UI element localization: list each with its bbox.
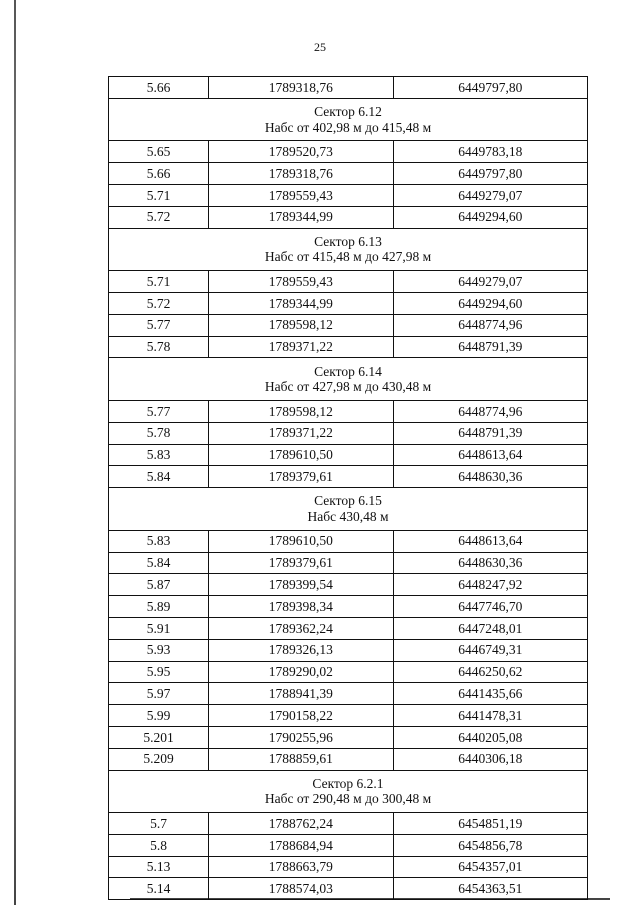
x-coordinate-cell: 1789520,73 [209, 141, 393, 163]
x-coordinate-cell: 1789559,43 [209, 271, 393, 293]
sector-header-row [109, 770, 588, 813]
table-row [109, 77, 588, 99]
point-number-cell: 5.65 [109, 141, 209, 163]
y-coordinate-cell: 6448774,96 [393, 314, 587, 336]
point-number-cell: 5.201 [109, 726, 209, 748]
table-row [109, 878, 588, 900]
x-coordinate-cell: 1790255,96 [209, 726, 393, 748]
point-number-cell: 5.84 [109, 466, 209, 488]
sector-height-range: Набс от 290,48 м до 300,48 м [264, 791, 432, 807]
y-coordinate-cell: 6448613,64 [393, 444, 587, 466]
y-coordinate-cell: 6449797,80 [393, 163, 587, 185]
x-coordinate-cell: 1788684,94 [209, 834, 393, 856]
point-number-cell: 5.66 [109, 163, 209, 185]
x-coordinate-cell: 1789318,76 [209, 163, 393, 185]
table-row [109, 726, 588, 748]
point-number-cell: 5.95 [109, 661, 209, 683]
sector-height-range: Набс от 415,48 м до 427,98 м [264, 249, 432, 265]
sector-header-cell [109, 228, 588, 271]
y-coordinate-cell: 6440205,08 [393, 726, 587, 748]
table-row [109, 748, 588, 770]
table-row [109, 271, 588, 293]
x-coordinate-cell: 1789344,99 [209, 206, 393, 228]
x-coordinate-cell: 1789371,22 [209, 336, 393, 358]
point-number-cell: 5.7 [109, 813, 209, 835]
y-coordinate-cell: 6454851,19 [393, 813, 587, 835]
x-coordinate-cell: 1788941,39 [209, 683, 393, 705]
table-row [109, 596, 588, 618]
y-coordinate-cell: 6448613,64 [393, 530, 587, 552]
x-coordinate-cell: 1789344,99 [209, 292, 393, 314]
sector-height-range: Набс от 427,98 м до 430,48 м [264, 379, 432, 395]
table-row [109, 163, 588, 185]
point-number-cell: 5.78 [109, 422, 209, 444]
y-coordinate-cell: 6454363,51 [393, 878, 587, 900]
y-coordinate-cell: 6448791,39 [393, 422, 587, 444]
y-coordinate-cell: 6441478,31 [393, 705, 587, 727]
sector-header-row [109, 488, 588, 531]
table-row [109, 617, 588, 639]
x-coordinate-cell: 1789318,76 [209, 77, 393, 99]
y-coordinate-cell: 6447746,70 [393, 596, 587, 618]
sector-title: Сектор 6.12 [314, 104, 382, 120]
x-coordinate-cell: 1789559,43 [209, 184, 393, 206]
y-coordinate-cell: 6448774,96 [393, 400, 587, 422]
point-number-cell: 5.91 [109, 617, 209, 639]
table-row [109, 206, 588, 228]
table-row [109, 574, 588, 596]
table-row [109, 661, 588, 683]
sector-height-range: Набс от 402,98 м до 415,48 м [264, 119, 432, 135]
y-coordinate-cell: 6440306,18 [393, 748, 587, 770]
y-coordinate-cell: 6449279,07 [393, 184, 587, 206]
point-number-cell: 5.78 [109, 336, 209, 358]
sector-header-row [109, 358, 588, 401]
table-row [109, 444, 588, 466]
sector-title: Сектор 6.15 [314, 493, 382, 509]
point-number-cell: 5.97 [109, 683, 209, 705]
point-number-cell: 5.84 [109, 552, 209, 574]
x-coordinate-cell: 1789371,22 [209, 422, 393, 444]
y-coordinate-cell: 6449797,80 [393, 77, 587, 99]
point-number-cell: 5.77 [109, 314, 209, 336]
x-coordinate-cell: 1789399,54 [209, 574, 393, 596]
table-row [109, 292, 588, 314]
y-coordinate-cell: 6449279,07 [393, 271, 587, 293]
y-coordinate-cell: 6454357,01 [393, 856, 587, 878]
table-row [109, 141, 588, 163]
page-number: 25 [314, 40, 326, 54]
x-coordinate-cell: 1790158,22 [209, 705, 393, 727]
x-coordinate-cell: 1789326,13 [209, 639, 393, 661]
sector-header-cell [109, 358, 588, 401]
point-number-cell: 5.77 [109, 400, 209, 422]
y-coordinate-cell: 6446749,31 [393, 639, 587, 661]
x-coordinate-cell: 1789362,24 [209, 617, 393, 639]
sector-header-cell [109, 770, 588, 813]
y-coordinate-cell: 6447248,01 [393, 617, 587, 639]
table-row [109, 422, 588, 444]
point-number-cell: 5.14 [109, 878, 209, 900]
sector-height-range: Набс 430,48 м [307, 508, 389, 524]
sector-title: Сектор 6.14 [314, 363, 382, 379]
point-number-cell: 5.72 [109, 206, 209, 228]
y-coordinate-cell: 6448247,92 [393, 574, 587, 596]
x-coordinate-cell: 1788762,24 [209, 813, 393, 835]
x-coordinate-cell: 1789290,02 [209, 661, 393, 683]
point-number-cell: 5.83 [109, 530, 209, 552]
x-coordinate-cell: 1789379,61 [209, 466, 393, 488]
x-coordinate-cell: 1789598,12 [209, 400, 393, 422]
point-number-cell: 5.99 [109, 705, 209, 727]
table-row [109, 813, 588, 835]
x-coordinate-cell: 1789598,12 [209, 314, 393, 336]
sector-header-row [109, 98, 588, 141]
table-row [109, 834, 588, 856]
point-number-cell: 5.8 [109, 834, 209, 856]
page-edge-left [14, 0, 16, 905]
y-coordinate-cell: 6449294,60 [393, 206, 587, 228]
sector-header-cell [109, 488, 588, 531]
table-row [109, 466, 588, 488]
sector-header-row [109, 228, 588, 271]
point-number-cell: 5.13 [109, 856, 209, 878]
y-coordinate-cell: 6449294,60 [393, 292, 587, 314]
x-coordinate-cell: 1788663,79 [209, 856, 393, 878]
coordinates-table [108, 76, 588, 900]
table-row [109, 530, 588, 552]
y-coordinate-cell: 6454856,78 [393, 834, 587, 856]
point-number-cell: 5.83 [109, 444, 209, 466]
table-row [109, 705, 588, 727]
x-coordinate-cell: 1788574,03 [209, 878, 393, 900]
point-number-cell: 5.66 [109, 77, 209, 99]
table-row [109, 184, 588, 206]
y-coordinate-cell: 6448791,39 [393, 336, 587, 358]
y-coordinate-cell: 6448630,36 [393, 552, 587, 574]
table-row [109, 552, 588, 574]
sector-title: Сектор 6.13 [314, 233, 382, 249]
point-number-cell: 5.71 [109, 184, 209, 206]
point-number-cell: 5.209 [109, 748, 209, 770]
x-coordinate-cell: 1789379,61 [209, 552, 393, 574]
point-number-cell: 5.87 [109, 574, 209, 596]
point-number-cell: 5.93 [109, 639, 209, 661]
sector-title: Сектор 6.2.1 [312, 775, 384, 791]
x-coordinate-cell: 1789610,50 [209, 530, 393, 552]
x-coordinate-cell: 1788859,61 [209, 748, 393, 770]
x-coordinate-cell: 1789610,50 [209, 444, 393, 466]
sector-header-cell [109, 98, 588, 141]
table-row [109, 314, 588, 336]
y-coordinate-cell: 6446250,62 [393, 661, 587, 683]
y-coordinate-cell: 6449783,18 [393, 141, 587, 163]
table-row [109, 856, 588, 878]
point-number-cell: 5.72 [109, 292, 209, 314]
y-coordinate-cell: 6448630,36 [393, 466, 587, 488]
point-number-cell: 5.89 [109, 596, 209, 618]
point-number-cell: 5.71 [109, 271, 209, 293]
table-row [109, 683, 588, 705]
coordinates-table-body [109, 77, 588, 900]
y-coordinate-cell: 6441435,66 [393, 683, 587, 705]
table-row [109, 400, 588, 422]
x-coordinate-cell: 1789398,34 [209, 596, 393, 618]
table-row [109, 336, 588, 358]
table-row [109, 639, 588, 661]
